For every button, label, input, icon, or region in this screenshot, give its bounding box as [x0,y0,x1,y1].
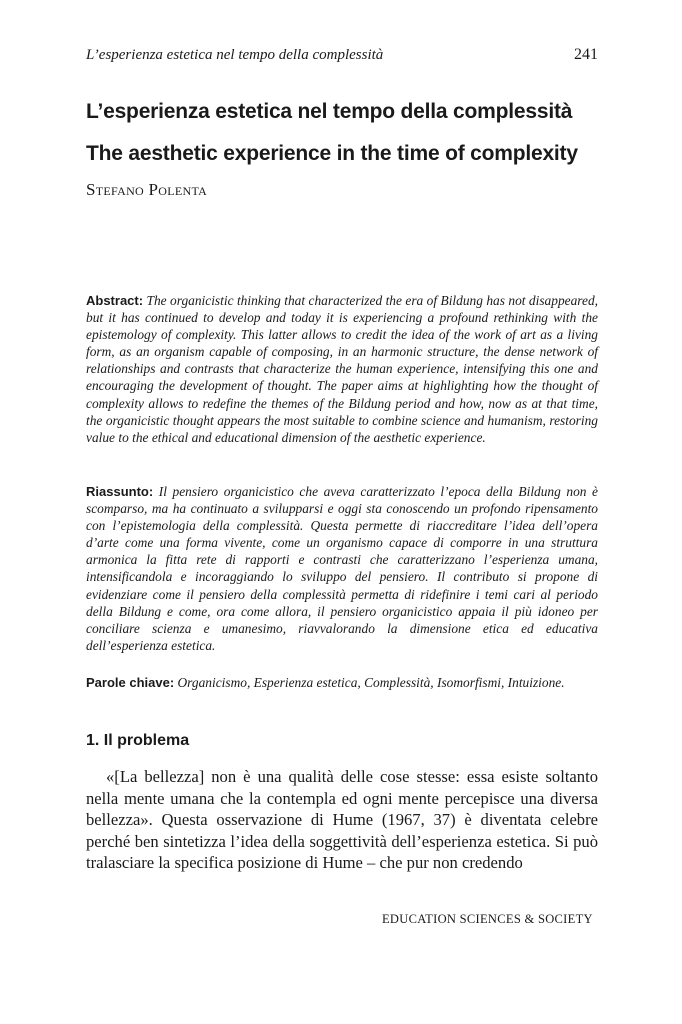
keywords-text: Organicismo, Esperienza estetica, Complessità, Isomorfismi, Intuizione. [177,675,565,690]
title-english: The aesthetic experience in the time of complexity [86,142,578,165]
title-italian: L’esperienza estetica nel tempo della complessità [86,100,573,123]
abstract-label: Abstract: [86,293,144,308]
section-heading: 1. Il problema [86,732,190,749]
riassunto [86,483,598,654]
page-number: 241 [574,46,598,63]
journal-footer: EDUCATION SCIENCES & SOCIETY [382,912,593,926]
body-paragraph: «[La bellezza] non è una qualità delle cose stesse: essa esiste soltanto nella mente umana che la contempla ed ogni mente percepisce una diversa bellezza». Questa osservazione di Hume (1967, 37) è diventata celebre perché ben sintetizza l’idea della soggettività dell’esperienza estetica. Si può tralasciare la specifica posizione di Hume – che pur non credendo [86,767,598,872]
keywords-label: Parole chiave: [86,675,175,690]
abstract-text: The organicistic thinking that characterized the era of Bildung has not disappeared, but it has continued to develop and today it is experiencing a profound rethinking with the epistemology of complexity. This latter allows to credit the idea of the work of art as a living form, as an organism capable of composing, in an harmonic structure, the dense network of relationships and contrasts that characterize the human experience, intensifying this one and encouraging the development of thought. The paper aims at highlighting how the thought of complexity allows to redefine the themes of the Bildung period and how, now as at that time, the organicistic thought appears the most suitable to combine science and humanism, restoring value to the ethical and educational dimension of the aesthetic experience. [86,293,598,445]
keywords [86,674,598,691]
running-head [86,46,598,66]
running-title: L’esperienza estetica nel tempo della complessità [86,47,384,63]
abstract [86,292,598,446]
riassunto-label: Riassunto: [86,484,154,499]
riassunto-text: Il pensiero organicistico che aveva caratterizzato l’epoca della Bildung non è scomparso, ma ha continuato a svilupparsi e oggi sta conoscendo un profondo ripensamento con l’epistemologia della complessità. Questa permette di riaccreditare l’idea dell’opera d’arte come una forma vivente, come un organismo capace di comporre in una struttura armonica la fitta rete di rapporti e contrasti che caratterizzano l’esperienza umana, intensificandola e incoraggiando lo sviluppo del pensiero. Il contributo si propone di evidenziare come il pensiero della complessità permetta di ridefinire i temi cari al periodo della Bildung e come, ora come allora, il pensiero organicistico appaia il più idoneo per conciliare scienza e umanesimo, riavvalorando la dimensione etica ed educativa dell’esperienza estetica. [86,484,598,653]
article-titles [86,98,606,200]
author-name: Stefano Polenta [86,180,208,199]
